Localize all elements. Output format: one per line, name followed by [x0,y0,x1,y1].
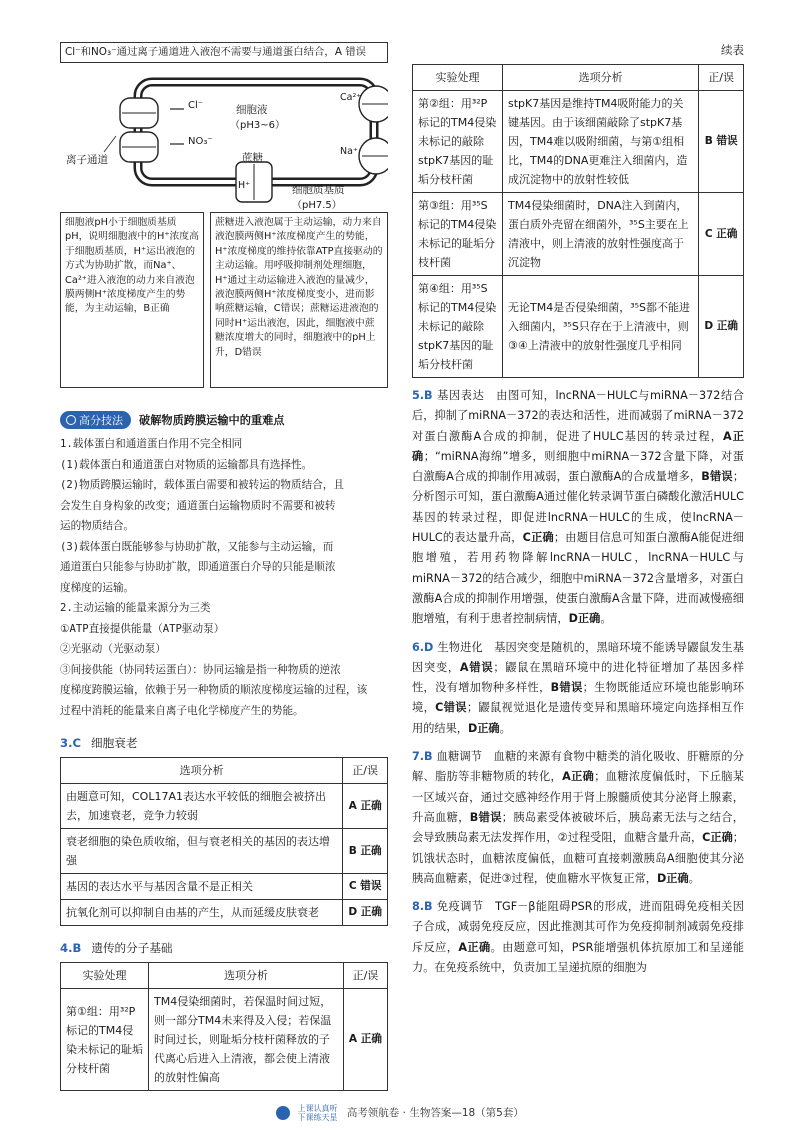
tips-body [60,434,388,721]
answer-paragraph [412,386,744,630]
tip-line: 过程中消耗的能量来自离子电化学梯度产生的势能。 [60,704,304,717]
cell: 无论TM4是否侵染细菌，³⁵S都不能进入细菌内，³⁵S只存在于上清液中，则③④上清液中的放射性强度几乎相同 [503,276,699,378]
cell: TM4侵染细菌时，若保温时间过短，则一部分TM4未来得及入侵；若保温时间过长，则耻垢分枝杆菌释放的子代离心后进入上清液，都会使上清液的放射性偏高 [149,989,344,1091]
tip-line: 度梯度跨膜运输，依赖于另一种物质的顺浓度梯度运输的过程，该 [60,684,368,696]
col-header: 正/误 [343,963,387,989]
page-footer [0,1104,800,1122]
ion-channel-protein [120,98,184,162]
table-row [61,874,388,900]
result-cell: B 正确 [343,829,388,874]
table-row [61,784,388,829]
channel-label: 离子通道 [66,154,108,166]
q3-topic: 细胞衰老 [91,736,138,750]
cell: 基因的表达水平与基因含量不是正相关 [61,874,343,900]
answer-text: 免疫调节 TGF－β能阻碍PSR的形成，进而阻碍免疫相关因子合成，减弱免疫反应，因此推测其可作为免疫抑制剂减弱免疫排斥反应，A正确。由题意可知，PSR能增强机体抗原加工和呈递能力。在免疫系统中，负责加工呈递抗原的细胞为 [412,900,744,975]
magnifier-icon [66,415,76,425]
tip-line: (3)载体蛋白既能够参与协助扩散，又能参与主动运输，而 [60,540,334,553]
cytosol-label: 细胞液 [236,104,268,116]
cytosol-ph-label: （pH3~6） [230,120,285,131]
cell: 衰老细胞的染色质收缩，但与衰老相关的基因的表达增强 [61,829,343,874]
ion-h-bottom-label: H⁺ [238,180,251,191]
cell: 由题意可知，COL17A1表达水平较低的细胞会被挤出去，加速衰老，竞争力较弱 [61,784,343,829]
cell: 第④组：用³⁵S标记的TM4侵染未标记的敲除stpK7基因的耻垢分枝杆菌 [413,276,503,378]
tip-line: 度梯度的运输。 [60,581,135,594]
matrix-label: 细胞质基质 [292,184,345,196]
table-row [413,276,744,378]
tip-line: ③间接供能（协同转运蛋白）：协同运输是指一种物质的逆浓 [60,663,341,676]
brand-line: 上课认真听 [297,1104,338,1113]
table-header-row [61,758,388,784]
result-cell: C 正确 [699,193,744,276]
tip-line: 会发生自身构象的改变；通道蛋白运输物质时不需要和被转 [60,499,336,512]
result-cell: D 正确 [699,276,744,378]
cell: TM4侵染细菌时，DNA注入到菌内，蛋白质外壳留在细菌外，³⁵S主要在上清液中，则上清液的放射性强度高于沉淀物 [503,193,699,276]
answer-number: 7.B [412,750,437,764]
col-header: 选项分析 [149,963,344,989]
col-header: 实验处理 [61,963,149,989]
ion-na-label: Na⁺ [340,146,358,157]
tips-tag-label: 高分技法 [79,414,123,427]
tip-line: 通道蛋白只能参与协助扩散，即通道蛋白介导的只能是顺浓 [60,561,336,573]
brand-line: 下课练天星 [297,1113,338,1122]
cell: 第①组：用³²P标记的TM4侵染未标记的耻垢分枝杆菌 [61,989,149,1091]
result-cell: D 正确 [343,900,388,926]
tip-line: ①ATP直接提供能量（ATP驱动泵） [60,622,225,635]
tip-line: 2.主动运输的能量来源分为三类 [60,602,211,614]
brand-logo-icon [276,1106,290,1120]
answer-number: 5.B [412,389,438,402]
q4-topic: 遗传的分子基础 [91,941,173,955]
answer-number: 8.B [412,900,437,914]
cell: stpK7基因是维持TM4吸附能力的关键基因。由于该细菌敲除了stpK7基因，TM4难以吸附细菌，与第①组相比，TM4的DNA更难注入细菌内，造成沉淀物中的放射性较低 [503,91,699,193]
footer-text: 高考领航卷 · 生物答案—18（第5套） [346,1107,524,1119]
tip-line: (1)载体蛋白和通道蛋白对物质的运输都具有选择性。 [60,458,313,471]
cell: 第③组：用³⁵S标记的TM4侵染未标记的耻垢分枝杆菌 [413,193,503,276]
answer-paragraph [412,638,744,739]
tips-tag [60,411,131,429]
q3-table [60,757,388,926]
q4-header [60,940,388,956]
tips-header [60,410,388,430]
table-row [413,193,744,276]
answer-text: 生物进化 基因突变是随机的，黑暗环境不能诱导鼹鼠发生基因突变，A错误；鼹鼠在黑暗环境中的进化特征增加了基因多样性，没有增加物种多样性，B错误；生物既能适应环境也能影响环境，C错误；鼹鼠视觉退化是遗传变异和黑暗环境定向选择相互作用的结果，D正确。 [412,640,744,735]
tip-line: 运的物质结合。 [60,520,135,532]
tips-title: 破解物质跨膜运输中的重难点 [139,414,285,427]
q4-table [60,962,388,1091]
diagram-note-right: 蔗糖进入液泡属于主动运输，动力来自液泡膜两侧H⁺浓度梯度产生的势能，H⁺浓度梯度的维持依靠ATP直接驱动的主动运输。用呼吸抑制剂处理细胞，H⁺通过主动运输进入液泡的量减少，液泡膜两侧H⁺浓度梯度变小，进而影响蔗糖运输，C错误；蔗糖运进液泡的同时H⁺运出液泡，因此，细胞液中蔗糖浓度增大的同时，细胞液中的pH上升，D错误 [210,212,388,388]
answer-number: 6.D [412,640,438,654]
matrix-ph-label: （pH7.5） [292,200,342,211]
ion-ca-label: Ca²⁺ [340,92,362,103]
brand-slogan [297,1104,337,1122]
result-cell: A 正确 [343,989,387,1091]
table-row [61,829,388,874]
col-header: 正/误 [343,758,388,784]
answer-text: 基因表达 由图可知，lncRNA－HULC与miRNA－372结合后，抑制了miRNA－372的表达和活性，进而减弱了miRNA－372对蛋白激酶A合成的抑制，促进了HULC基因的转录过程，A正确；“miRNA海绵”增多，则细胞中miRNA－372含量下降，对蛋白激酶A合成的抑制作用减弱，蛋白激酶A的合成量增多，B错误；分析图示可知，蛋白激酶A通过催化转录调节蛋白磷酸化激活HULC基因的转录过程，即促进lncRNA－HULC的生成，使lncRNA－HULC的表达量升高，C正确；由题目信息可知蛋白激酶A能促进细胞增殖，若用药物降解lncRNA－HULC，lncRNA－HULC与miRNA－372的结合减少，细胞中miRNA－372含量增多，对蛋白激酶A合成的抑制作用增强，使蛋白激酶A含量下降，进而减慢癌细胞增殖，有利于患者控制病情，D正确。 [412,389,745,626]
col-header: 选项分析 [503,65,699,91]
cell: 抗氧化剂可以抑制自由基的产生，从而延缓皮肤衰老 [61,900,343,926]
q3-number: 3.C [60,736,81,750]
diagram-note-left: 细胞液pH小于细胞质基质pH，说明细胞液中的H⁺浓度高于细胞质基质，H⁺运出液泡的方式为协助扩散，而Na⁺、Ca²⁺进入液泡的动力来自液泡膜两侧H⁺浓度梯度产生的势能，为主动运输，B正确 [60,212,204,388]
q4-number: 4.B [60,941,82,955]
left-column [60,42,388,1091]
col-header: 实验处理 [413,65,503,91]
table-header-row [61,963,388,989]
ion-cl-label: Cl⁻ [188,100,204,111]
table-row [413,91,744,193]
tip-line: (2)物质跨膜运输时，载体蛋白需要和被转运的物质结合，且 [60,479,344,491]
cell: 第②组：用³²P标记的TM4侵染未标记的敲除stpK7基因的耻垢分枝杆菌 [413,91,503,193]
sucrose-label: 蔗糖 [242,152,263,164]
col-header: 正/误 [699,65,744,91]
tip-line: ②光驱动（光驱动泵） [60,643,166,655]
col-header: 选项分析 [61,758,343,784]
table-row [61,989,388,1091]
diagram-top-note: Cl⁻和NO₃⁻通过离子通道进入液泡不需要与通道蛋白结合，A 错误 [60,42,388,63]
table-header-row [413,65,744,91]
q3-header [60,735,388,751]
answer-paragraph [412,897,744,978]
right-column [412,42,744,978]
table-row [61,900,388,926]
continued-title: 续表 [721,43,744,57]
ion-no3-label: NO₃⁻ [188,136,213,147]
result-cell: B 错误 [699,91,744,193]
q4-continued-table [412,64,744,378]
answer-text: 血糖调节 血糖的来源有食物中糖类的消化吸收、肝糖原的分解、脂肪等非糖物质的转化，A正确；血糖浓度偏低时，下丘脑某一区域兴奋，通过交感神经作用于肾上腺髓质使其分泌肾上腺素，升高血糖，B错误；胰岛素受体被破坏后，胰岛素无法与之结合，会导致胰岛素无法发挥作用，②过程受阻，血糖含量升高，C正确；饥饿状态时，血糖浓度偏低，血糖可直接刺激胰岛A细胞使其分泌胰高血糖素，促进③过程，使血糖水平恢复正常，D正确。 [412,750,744,885]
answer-paragraph [412,747,744,889]
result-cell: C 错误 [343,874,388,900]
result-cell: A 正确 [343,784,388,829]
tip-line: 1.载体蛋白和通道蛋白作用不完全相同 [60,438,243,450]
answer-list [412,386,744,978]
membrane-transport-diagram [60,42,388,402]
